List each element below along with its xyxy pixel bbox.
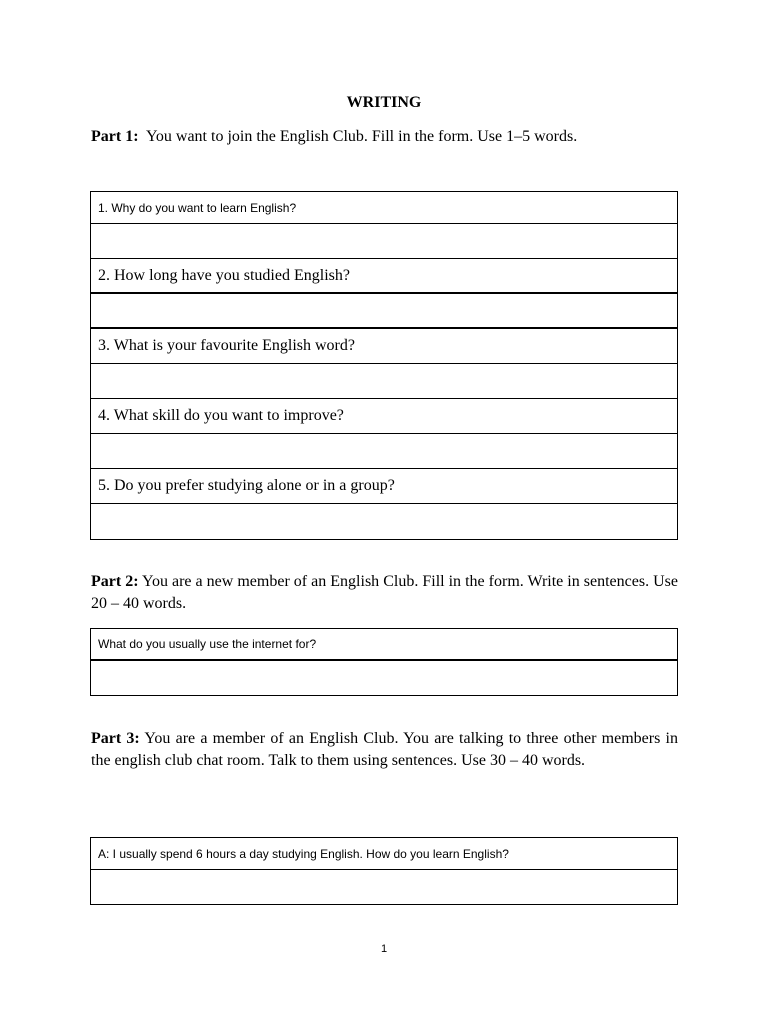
part3-instructions: [91, 728, 678, 772]
part2-instruction-text: You are a new member of an English Club. Fill in the form. Write in sentences. Use 20 – 40 words.: [91, 573, 678, 612]
part1-form-table: [90, 191, 678, 540]
answer-field-3[interactable]: [91, 364, 677, 399]
part3-form-table: [90, 837, 678, 905]
question-2-text: 2. How long have you studied English?: [98, 266, 350, 284]
part1-instructions: [91, 126, 678, 148]
part3-answer-field[interactable]: [91, 870, 677, 904]
question-row-4: [91, 399, 677, 434]
part2-label: Part 2:: [91, 573, 139, 590]
part1-label: Part 1:: [91, 128, 139, 145]
part1-instruction-text: You want to join the English Club. Fill in the form. Use 1–5 words.: [145, 128, 578, 145]
part3-instruction-text: You are a member of an English Club. You are talking to three other members in the english club chat room. Talk to them using sentences. Use 30 – 40 words.: [91, 730, 679, 769]
part2-question-row: [91, 629, 677, 661]
part2-answer-field[interactable]: [91, 661, 677, 695]
page-title: WRITING: [346, 94, 422, 111]
part3-label: Part 3:: [91, 730, 140, 747]
answer-field-5[interactable]: [91, 504, 677, 539]
part2-question-text: What do you usually use the internet for?: [98, 637, 317, 651]
question-1-text: 1. Why do you want to learn English?: [98, 200, 297, 215]
page-number: 1: [380, 943, 388, 955]
part2-instructions: [91, 571, 678, 615]
answer-field-1[interactable]: [91, 224, 677, 259]
part3-prompt-row: [91, 838, 677, 870]
question-row-5: [91, 469, 677, 504]
question-row-1: [91, 192, 677, 224]
question-row-2: [91, 259, 677, 294]
question-5-text: 5. Do you prefer studying alone or in a group?: [98, 477, 395, 494]
part2-form-table: [90, 628, 678, 696]
answer-field-4[interactable]: [91, 434, 677, 469]
question-4-text: 4. What skill do you want to improve?: [98, 407, 344, 424]
part3-prompt-text: A: I usually spend 6 hours a day studying English. How do you learn English?: [98, 846, 509, 861]
question-3-text: 3. What is your favourite English word?: [98, 337, 355, 354]
question-row-3: [91, 329, 677, 364]
answer-field-2[interactable]: [91, 294, 677, 329]
